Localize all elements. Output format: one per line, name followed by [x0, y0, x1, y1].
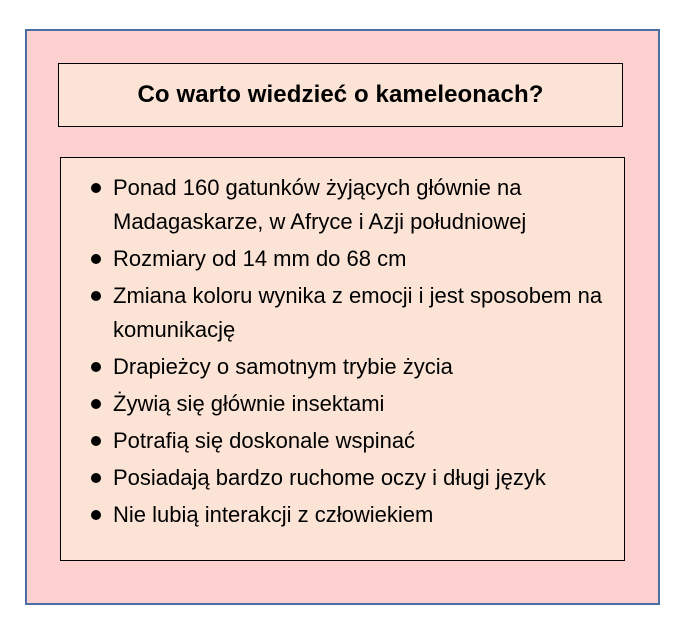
fact-text: Potrafią się doskonale wspinać — [113, 428, 416, 453]
bullet-icon — [91, 436, 101, 446]
bullet-icon — [91, 291, 101, 301]
list-item — [61, 424, 624, 458]
title-box — [58, 63, 623, 127]
bullet-icon — [91, 399, 101, 409]
bullet-icon — [91, 362, 101, 372]
list-item — [61, 171, 624, 239]
facts-box — [60, 157, 625, 561]
fact-text: Żywią się głównie insektami — [113, 391, 385, 416]
list-item — [61, 387, 624, 421]
list-item — [61, 461, 624, 495]
bullet-icon — [91, 183, 101, 193]
fact-text: Drapieżcy o samotnym trybie życia — [113, 354, 453, 379]
list-item — [61, 350, 624, 384]
list-item — [61, 498, 624, 532]
list-item — [61, 279, 624, 347]
fact-text: Nie lubią interakcji z człowiekiem — [113, 502, 434, 527]
facts-list — [61, 158, 624, 532]
page-title: Co warto wiedzieć o kameleonach? — [137, 81, 544, 108]
bullet-icon — [91, 473, 101, 483]
list-item — [61, 242, 624, 276]
fact-text: Posiadają bardzo ruchome oczy i długi język — [113, 465, 546, 490]
fact-text: Zmiana koloru wynika z emocji i jest sposobem na komunikację — [113, 283, 603, 342]
fact-text: Ponad 160 gatunków żyjących głównie na Madagaskarze, w Afryce i Azji południowej — [113, 175, 527, 234]
bullet-icon — [91, 254, 101, 264]
bullet-icon — [91, 510, 101, 520]
fact-text: Rozmiary od 14 mm do 68 cm — [113, 246, 407, 271]
